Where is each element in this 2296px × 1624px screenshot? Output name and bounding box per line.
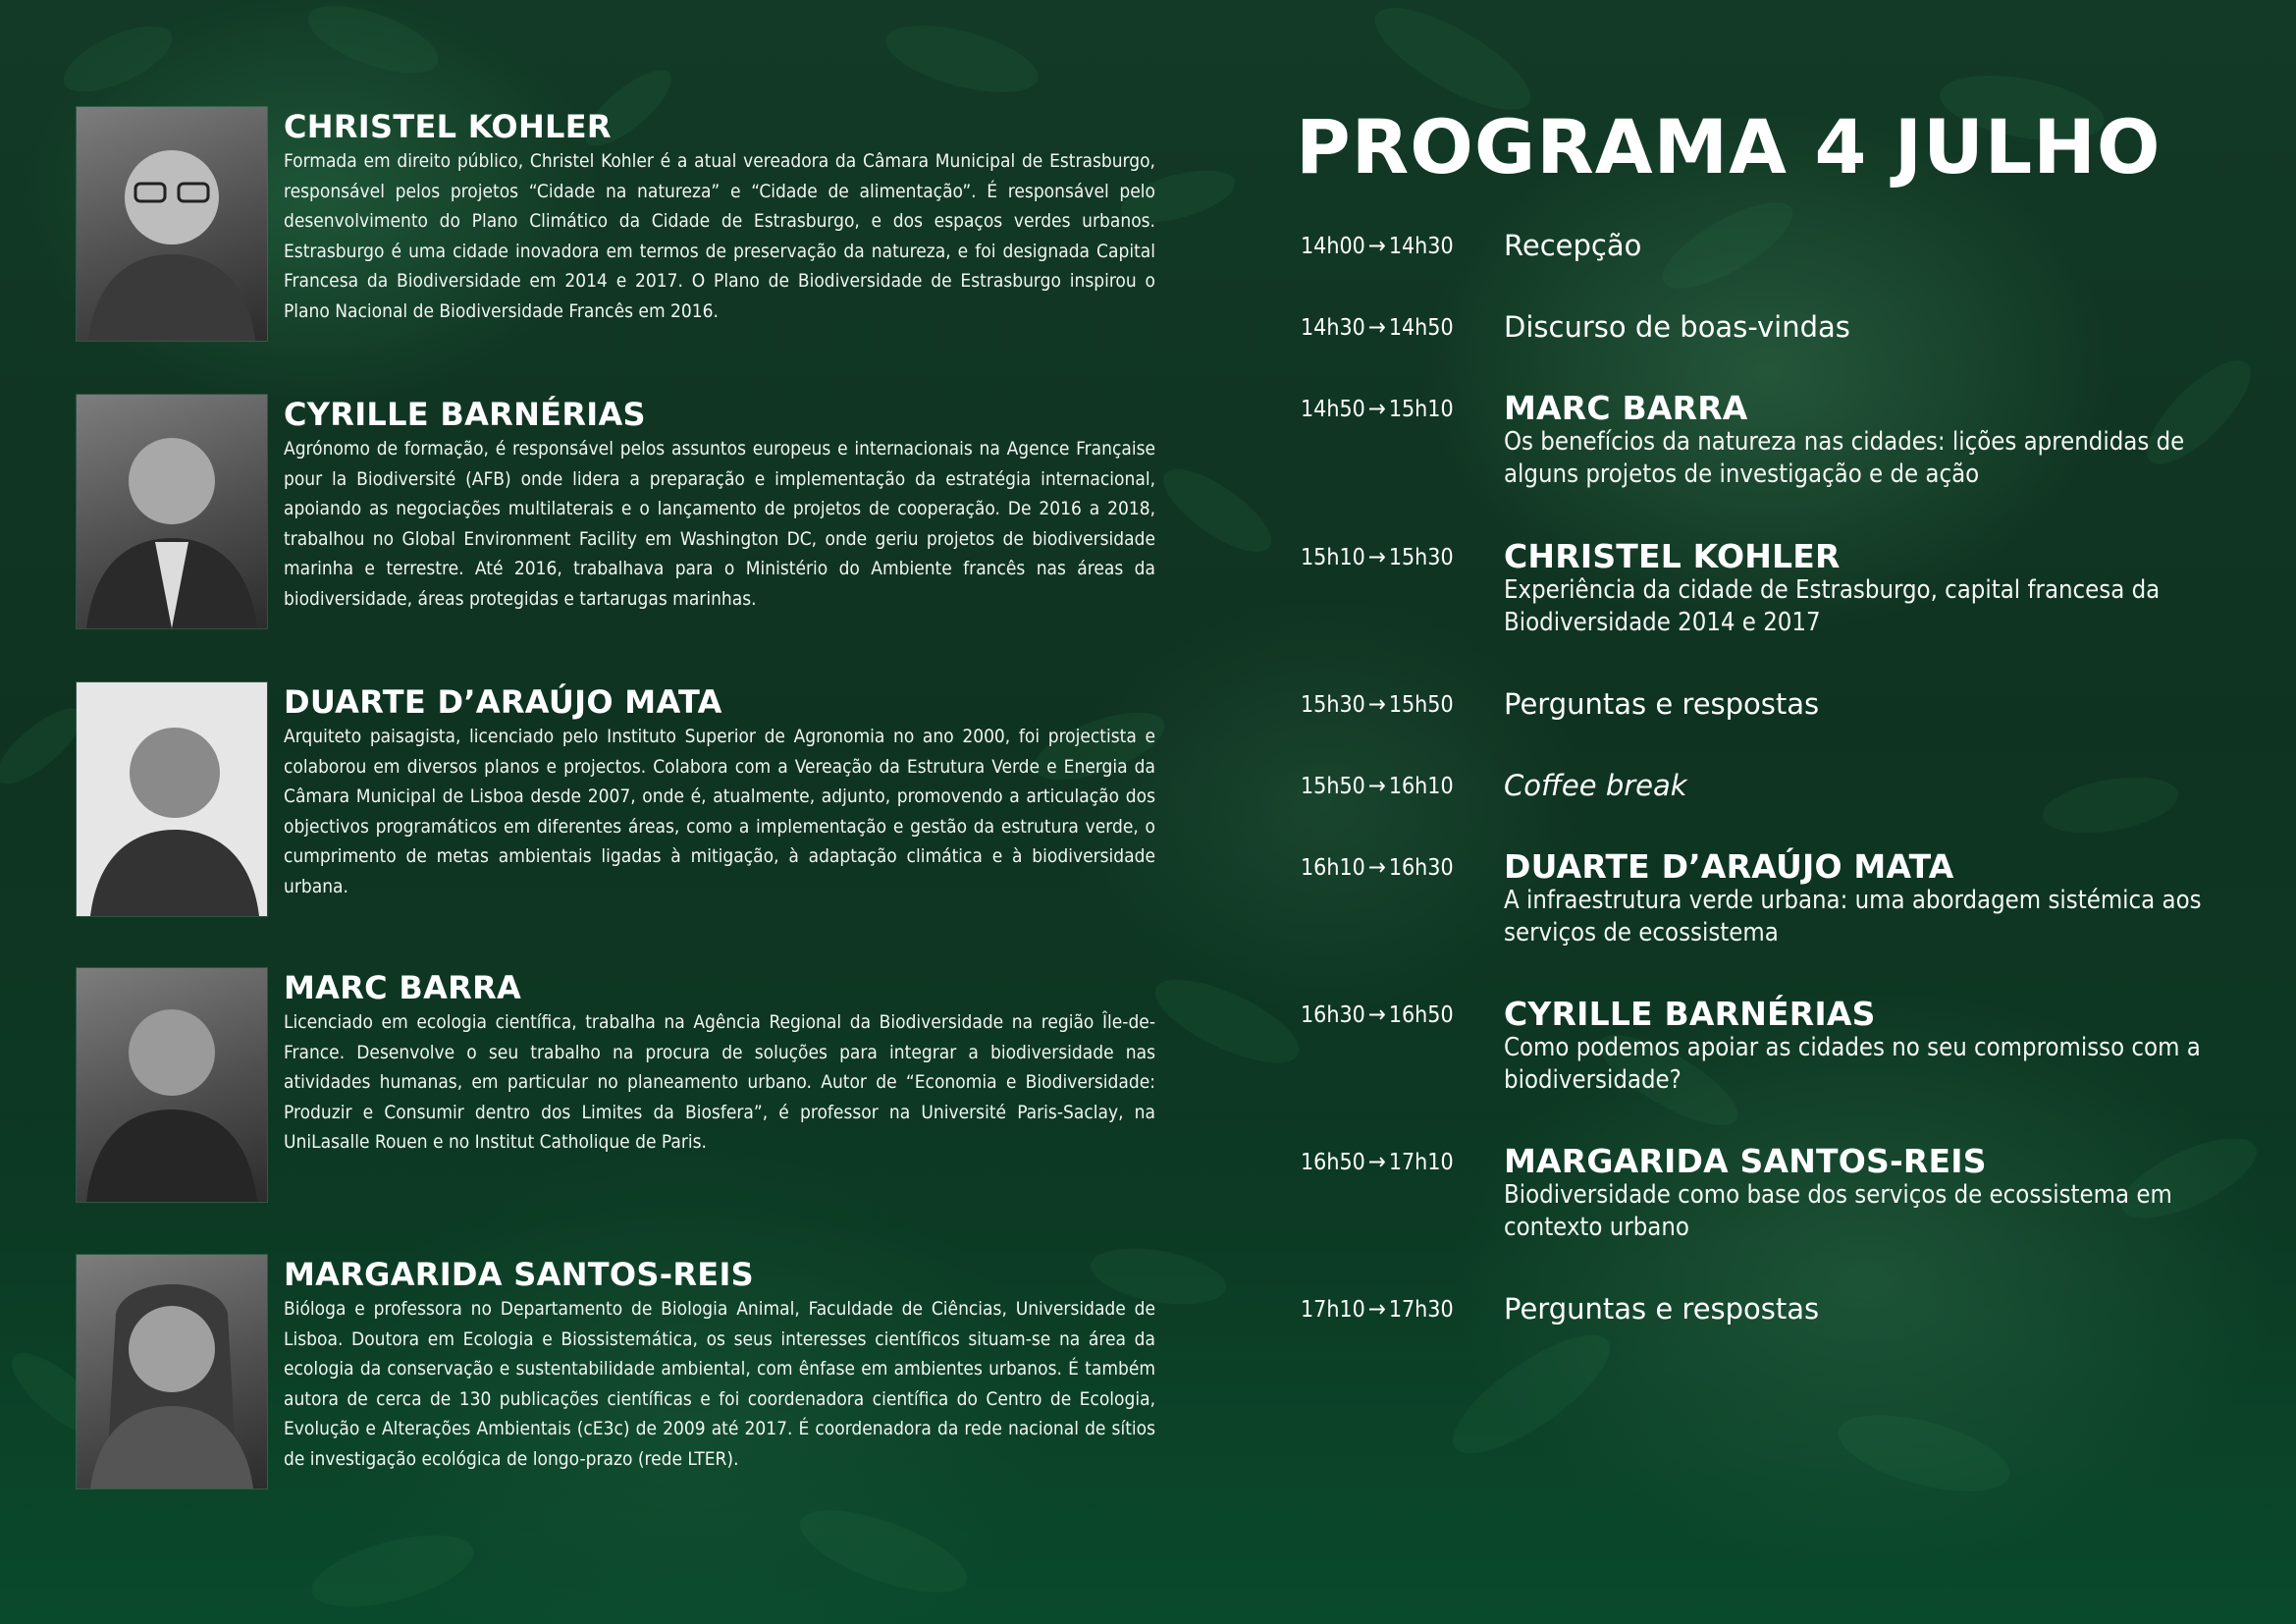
speaker-bio: Agrónomo de formação, é responsável pelos assuntos europeus e internacionais na Agence Française pour la Biodiversité (AFB) onde lidera a preparação e implementação da estratégia internacional, apoiando as negociações multilaterais e o lançamento de projetos de cooperação. De 2016 a 2018, trabalhou no Global Environment Facility em Washington DC, onde geriu projetos de biodiversidade marinha e terrestre. Até 2016, trabalhava para o Ministério do Ambiente francês nas áreas da biodiversidade, áreas protegidas e tartarugas marinhas.: [284, 438, 1155, 610]
arrow-right-icon: →: [1367, 232, 1386, 259]
arrow-right-icon: →: [1367, 395, 1386, 422]
time-start: 16h30: [1301, 1002, 1365, 1028]
time-end: 16h10: [1388, 774, 1454, 799]
event-speaker: CHRISTEL KOHLER: [1504, 537, 1841, 575]
time-range: [1301, 311, 1468, 344]
arrow-right-icon: →: [1367, 543, 1386, 570]
speaker-photo: [77, 968, 267, 1202]
arrow-right-icon: →: [1367, 1148, 1386, 1175]
event-talk-title: Experiência da cidade de Estrasburgo, capital francesa da Biodiversidade 2014 e 2017: [1504, 575, 2161, 637]
speaker-bio: Licenciado em ecologia científica, trabalha na Agência Regional da Biodiversidade na região Île-de-France. Desenvolve o seu trabalho na procura de soluções para integrar a biodiversidade nas atividades humanas, em particular no planeamento urbano. Autor de “Economia e Biodiversidade: Produzir e Consumir dentro dos Limites da Biosfera”, é professor na Université Paris-Saclay, na UniLasalle Rouen e no Institut Catholique de Paris.: [284, 1011, 1155, 1153]
arrow-right-icon: →: [1367, 1295, 1386, 1323]
event-talk-title: Os benefícios da natureza nas cidades: lições aprendidas de alguns projetos de investigação e de ação: [1504, 427, 2185, 489]
event-title: Perguntas e respostas: [1504, 1292, 1820, 1326]
speaker-name: MARGARIDA SANTOS-REIS: [284, 1256, 755, 1293]
time-end: 15h50: [1388, 692, 1454, 718]
time-range: [1301, 230, 1468, 262]
speaker-bio: Bióloga e professora no Departamento de Biologia Animal, Faculdade de Ciências, Universidade de Lisboa. Doutora em Ecologia e Biossistemática, os seus interesses científicos situam-se na área da ecologia da conservação e sustentabilidade ambiental, com ênfase em ambientes urbanos. É também autora de cerca de 130 publicações científicas e foi coordenadora científica do Centro de Ecologia, Evolução e Alterações Ambientais (cE3c) de 2009 até 2017. É coordenadora da rede nacional de sítios de investigação ecológica de longo-prazo (rede LTER).: [284, 1298, 1155, 1470]
event-speaker: CYRILLE BARNÉRIAS: [1504, 995, 1876, 1033]
speaker-bio: Arquiteto paisagista, licenciado pelo Instituto Superior de Agronomia no ano 2000, foi projectista e colaborou em diversos planos e projectos. Colabora com a Vereação da Estrutura Verde e Energia da Câmara Municipal de Lisboa desde 2007, onde é, atualmente, adjunto, promovendo a articulação dos objectivos programáticos em diferentes áreas, como a implementação e gestão da estrutura verde, o cumprimento de metas ambientais ligadas à mitigação, à adaptação climática e à biodiversidade urbana.: [284, 726, 1155, 897]
time-start: 14h00: [1301, 234, 1365, 259]
event-speaker: MARC BARRA: [1504, 389, 1748, 427]
time-end: 14h30: [1388, 234, 1454, 259]
event-talk-title: Como podemos apoiar as cidades no seu compromisso com a biodiversidade?: [1504, 1033, 2201, 1095]
time-start: 15h10: [1301, 545, 1365, 570]
event-talk-title: A infraestrutura verde urbana: uma abordagem sistémica aos serviços de ecossistema: [1504, 886, 2202, 947]
event-title: Perguntas e respostas: [1504, 687, 1820, 721]
time-range: [1301, 1146, 1468, 1178]
speaker-name: CYRILLE BARNÉRIAS: [284, 396, 646, 433]
speaker-block-barra: [77, 968, 1155, 1204]
speaker-block-barnerias: [77, 395, 1155, 630]
time-range: [1301, 999, 1468, 1031]
time-end: 15h10: [1388, 397, 1454, 422]
time-start: 16h50: [1301, 1150, 1365, 1175]
speaker-block-kohler: [77, 107, 1155, 343]
event-title: Recepção: [1504, 229, 1642, 262]
arrow-right-icon: →: [1367, 1001, 1386, 1028]
time-start: 17h10: [1301, 1297, 1365, 1323]
time-start: 14h50: [1301, 397, 1365, 422]
speaker-name: MARC BARRA: [284, 969, 522, 1006]
speaker-block-santos-reis: [77, 1255, 1155, 1490]
time-end: 16h50: [1388, 1002, 1454, 1028]
time-range: [1301, 851, 1468, 884]
speaker-photo: [77, 395, 267, 628]
time-start: 16h10: [1301, 855, 1365, 881]
time-range: [1301, 541, 1468, 573]
arrow-right-icon: →: [1367, 690, 1386, 718]
arrow-right-icon: →: [1367, 853, 1386, 881]
speaker-name: DUARTE D’ARAÚJO MATA: [284, 683, 722, 721]
speaker-photo: [77, 1255, 267, 1489]
time-end: 16h30: [1388, 855, 1454, 881]
speaker-photo: [77, 682, 267, 916]
time-end: 17h10: [1388, 1150, 1454, 1175]
event-title: Coffee break: [1504, 769, 1687, 802]
time-range: [1301, 1293, 1468, 1326]
arrow-right-icon: →: [1367, 313, 1386, 341]
time-end: 14h50: [1388, 315, 1454, 341]
time-start: 14h30: [1301, 315, 1365, 341]
event-talk-title: Biodiversidade como base dos serviços de ecossistema em contexto urbano: [1504, 1180, 2172, 1242]
event-speaker: MARGARIDA SANTOS-REIS: [1504, 1142, 1987, 1180]
event-title: Discurso de boas-vindas: [1504, 310, 1850, 344]
arrow-right-icon: →: [1367, 772, 1386, 799]
time-start: 15h30: [1301, 692, 1365, 718]
time-end: 17h30: [1388, 1297, 1454, 1323]
event-speaker: DUARTE D’ARAÚJO MATA: [1504, 847, 1954, 886]
speaker-name: CHRISTEL KOHLER: [284, 108, 612, 145]
speaker-bio: Formada em direito público, Christel Kohler é a atual vereadora da Câmara Municipal de Estrasburgo, responsável pelos projetos “Cidade na natureza” e “Cidade de alimentação”. É responsável pelo desenvolvimento do Plano Climático da Cidade de Estrasburgo, e dos espaços verdes urbanos. Estrasburgo é uma cidade inovadora em termos de preservação da natureza, e foi designada Capital Francesa da Biodiversidade em 2014 e 2017. O Plano de Biodiversidade de Estrasburgo inspirou o Plano Nacional de Biodiversidade Francês em 2016.: [284, 150, 1155, 322]
time-range: [1301, 688, 1468, 721]
speaker-block-mata: [77, 682, 1155, 918]
time-start: 15h50: [1301, 774, 1365, 799]
time-range: [1301, 393, 1468, 425]
time-end: 15h30: [1388, 545, 1454, 570]
time-range: [1301, 770, 1468, 802]
speaker-photo: [77, 107, 267, 341]
programme-title: PROGRAMA 4 JULHO: [1296, 103, 2162, 190]
